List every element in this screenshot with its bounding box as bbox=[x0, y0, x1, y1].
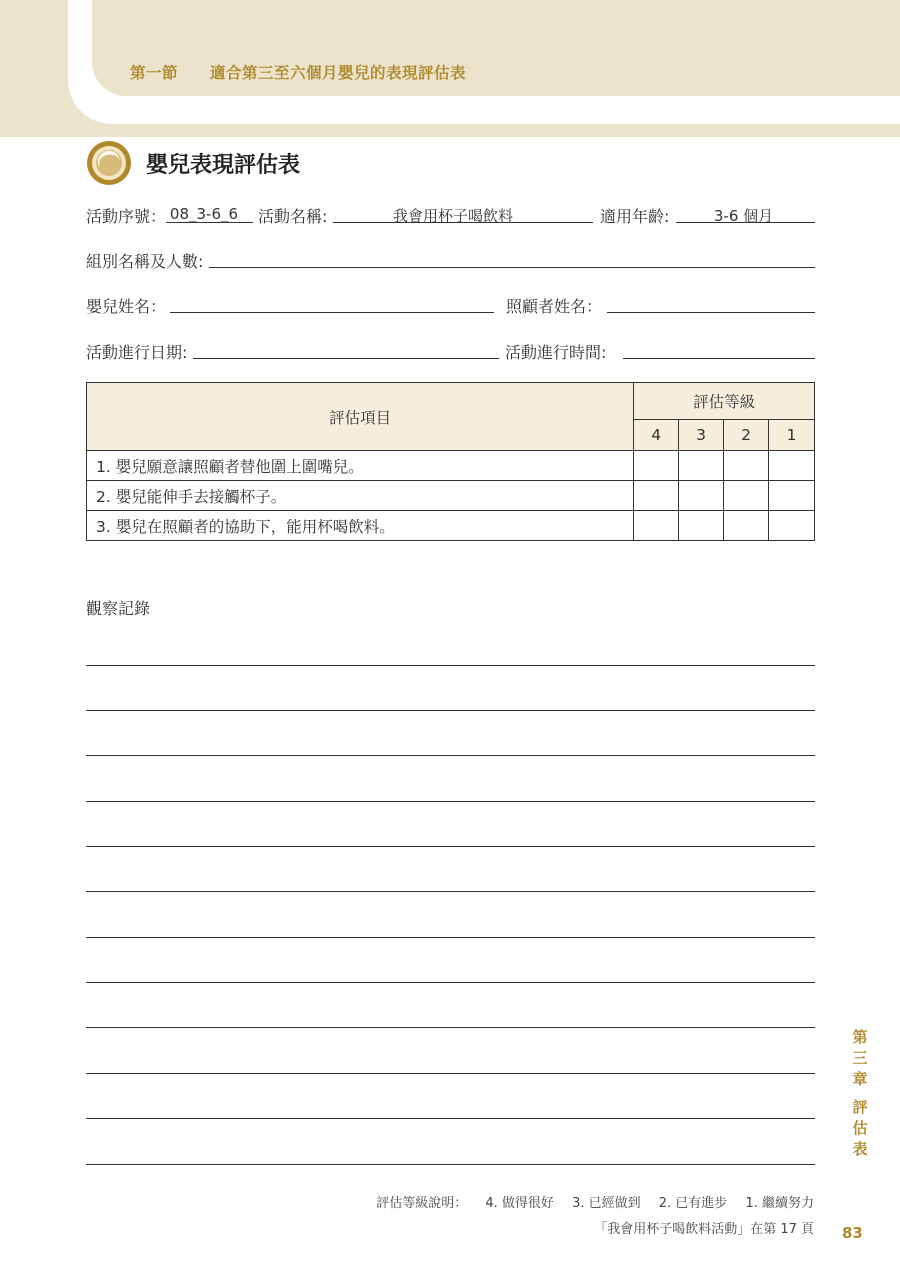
time-line[interactable] bbox=[623, 358, 815, 359]
legend-level-1: 1. 繼續努力 bbox=[745, 1196, 814, 1211]
observation-line[interactable] bbox=[86, 1118, 815, 1119]
item-header: 評估項目 bbox=[87, 383, 634, 451]
item-text: 3. 嬰兒在照顧者的協助下，能用杯喝飲料。 bbox=[87, 511, 634, 541]
section-heading bbox=[130, 61, 466, 83]
infant-name-line[interactable] bbox=[170, 312, 494, 313]
grade-col-1: 1 bbox=[769, 420, 815, 451]
grade-cell[interactable] bbox=[634, 511, 679, 541]
group-label: 組別名稱及人數: bbox=[86, 252, 204, 271]
grade-col-4: 4 bbox=[634, 420, 679, 451]
side-chapter-label: 第 三 章 bbox=[852, 1028, 868, 1088]
grade-cell[interactable] bbox=[634, 481, 679, 511]
grade-cell[interactable] bbox=[724, 511, 769, 541]
legend-label: 評估等級說明： bbox=[376, 1196, 468, 1211]
title-badge-icon bbox=[86, 140, 132, 186]
observation-line[interactable] bbox=[86, 891, 815, 892]
item-text: 1. 嬰兒願意讓照顧者替他圍上圍嘴兒。 bbox=[87, 451, 634, 481]
section-title: 適合第三至六個月嬰兒的表現評估表 bbox=[210, 64, 467, 82]
date-line[interactable] bbox=[193, 358, 499, 359]
grade-cell[interactable] bbox=[634, 451, 679, 481]
grade-col-3: 3 bbox=[679, 420, 724, 451]
observation-line[interactable] bbox=[86, 937, 815, 938]
item-text: 2. 嬰兒能伸手去接觸杯子。 bbox=[87, 481, 634, 511]
legend-level-4: 4. 做得很好 bbox=[485, 1196, 554, 1211]
legend-level-3: 3. 已經做到 bbox=[572, 1196, 641, 1211]
observation-line[interactable] bbox=[86, 801, 815, 802]
observation-line[interactable] bbox=[86, 846, 815, 847]
observation-title: 觀察記錄 bbox=[86, 599, 151, 618]
grade-cell[interactable] bbox=[769, 481, 815, 511]
observation-line[interactable] bbox=[86, 1164, 815, 1165]
grade-cell[interactable] bbox=[769, 451, 815, 481]
page-number: 83 bbox=[842, 1224, 863, 1242]
grade-cell[interactable] bbox=[724, 481, 769, 511]
evaluation-table bbox=[86, 382, 815, 541]
side-section-label: 評 估 表 bbox=[852, 1098, 868, 1158]
grade-col-2: 2 bbox=[724, 420, 769, 451]
table-row bbox=[87, 451, 815, 481]
grade-cell[interactable] bbox=[679, 511, 724, 541]
table-row bbox=[87, 481, 815, 511]
observation-line[interactable] bbox=[86, 1073, 815, 1074]
page-reference: 「我會用杯子喝飲料活動」在第 17 頁 bbox=[594, 1222, 814, 1237]
date-label: 活動進行日期: bbox=[86, 343, 188, 362]
group-line[interactable] bbox=[209, 267, 815, 268]
activity-name-value: 我會用杯子喝飲料 bbox=[392, 207, 513, 225]
grade-cell[interactable] bbox=[679, 451, 724, 481]
carer-name-line[interactable] bbox=[607, 312, 815, 313]
legend-level-2: 2. 已有進步 bbox=[658, 1196, 728, 1211]
age-value: 3-6 個月 bbox=[713, 207, 774, 225]
activity-no-label: 活動序號： bbox=[86, 207, 167, 226]
carer-name-label: 照顧者姓名： bbox=[506, 297, 603, 316]
grade-header: 評估等級 bbox=[634, 383, 815, 420]
observation-line[interactable] bbox=[86, 665, 815, 666]
form-title: 嬰兒表現評估表 bbox=[146, 153, 301, 178]
table-row bbox=[87, 511, 815, 541]
observation-line[interactable] bbox=[86, 710, 815, 711]
grade-cell[interactable] bbox=[769, 511, 815, 541]
activity-no-value: 08_3-6_6 bbox=[169, 205, 239, 223]
observation-line[interactable] bbox=[86, 1027, 815, 1028]
activity-name-label: 活動名稱: bbox=[258, 207, 328, 226]
grade-cell[interactable] bbox=[724, 451, 769, 481]
grade-legend bbox=[376, 1192, 814, 1211]
section-number: 第一節 bbox=[130, 64, 179, 82]
observation-line[interactable] bbox=[86, 982, 815, 983]
time-label: 活動進行時間: bbox=[505, 343, 607, 362]
grade-cell[interactable] bbox=[679, 481, 724, 511]
infant-name-label: 嬰兒姓名： bbox=[86, 297, 167, 316]
observation-line[interactable] bbox=[86, 755, 815, 756]
age-label: 適用年齡: bbox=[600, 207, 670, 226]
